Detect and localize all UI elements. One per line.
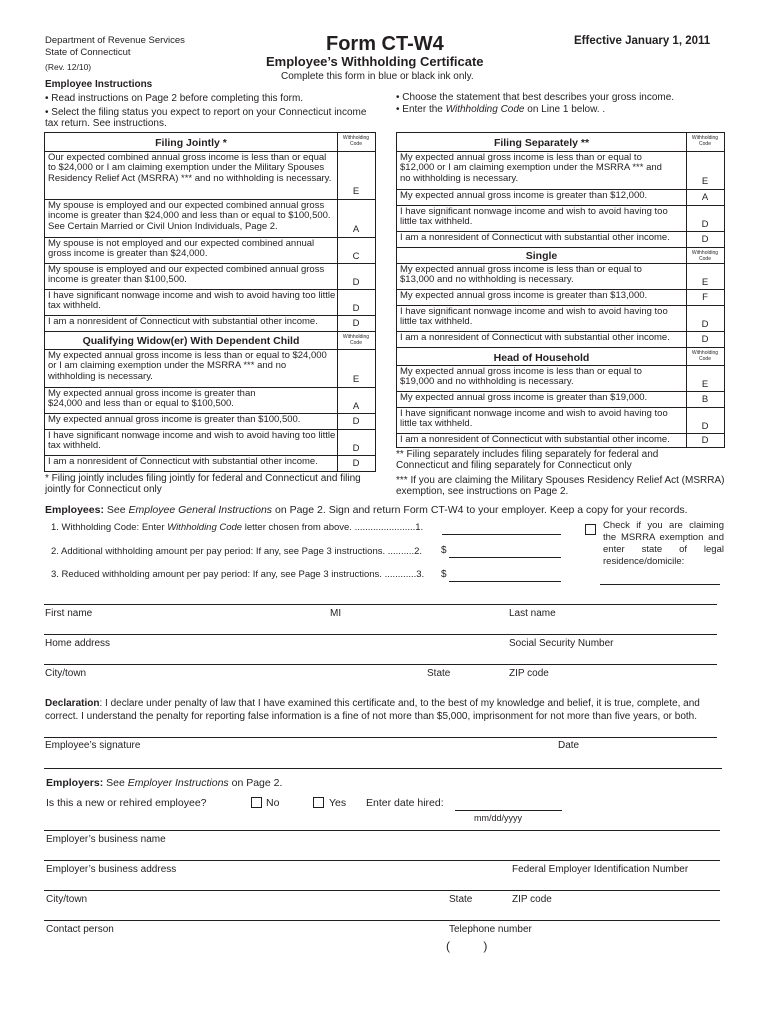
row-text: I am a nonresident of Connecticut with substantial other income.	[48, 316, 318, 327]
effective-date: Effective January 1, 2011	[574, 35, 711, 47]
city-line[interactable]	[44, 664, 717, 665]
business-address-line[interactable]	[44, 860, 720, 861]
form-title: Form CT-W4	[326, 33, 444, 55]
row-code: D	[701, 319, 709, 330]
withholding-code-input[interactable]	[442, 534, 561, 535]
state-name: State of Connecticut	[45, 47, 131, 58]
row-code: D	[352, 277, 360, 288]
table-row	[397, 263, 724, 290]
table-row	[45, 263, 375, 290]
row-text: I have significant nonwage income and wish to avoid having too little tax withheld.	[48, 290, 336, 312]
row-code: C	[352, 251, 360, 262]
signature-label: Employee’s signature	[45, 740, 141, 751]
widower-title: Qualifying Widow(er) With Dependent Child	[82, 335, 300, 347]
row-text: My expected annual gross income is less than or equal to $12,000 or I am claiming exemption under the MSRRA *** and no withholding is necessary.	[400, 152, 662, 184]
msrra-state-input[interactable]	[600, 584, 720, 585]
row-text: I am a nonresident of Connecticut with substantial other income.	[400, 232, 670, 243]
new-employee-question: Is this a new or rehired employee?	[46, 797, 207, 809]
table-row	[45, 289, 375, 316]
city-label: City/town	[45, 668, 87, 679]
additional-withholding-input[interactable]	[449, 557, 561, 558]
table-row	[397, 151, 724, 190]
date-format-hint: mm/dd/yyyy	[474, 813, 523, 823]
employer-state-label: State	[449, 894, 473, 905]
row-code: E	[352, 186, 360, 197]
row-code: E	[701, 277, 709, 288]
row-code: D	[701, 421, 709, 432]
row-text: My expected annual gross income is less than or equal to $24,000 or I am claiming exemption under the MSRRA *** and no withholding is necessary.	[48, 350, 327, 382]
msrra-check-label: Check if you are claiming the MSRRA exemption and enter state of legal residence/domicile:	[603, 520, 724, 567]
fein-label: Federal Employer Identification Number	[512, 864, 689, 875]
row-code: B	[701, 394, 709, 405]
row-code: F	[702, 292, 708, 303]
table-row	[45, 237, 375, 264]
row-code: A	[701, 192, 709, 203]
code-header: Withholding Code	[691, 250, 719, 262]
row-text: My expected annual gross income is greater than $12,000.	[400, 190, 648, 201]
footnote-jointly: * Filing jointly includes filing jointly for federal and Connecticut and filing jointly for Connecticut only	[45, 473, 361, 495]
row-text: I have significant nonwage income and wish to avoid having too little tax withheld.	[48, 430, 336, 452]
form-subtitle: Employee’s Withholding Certificate	[266, 54, 484, 69]
table-row	[45, 387, 375, 414]
table-row	[45, 413, 375, 430]
table-row	[397, 305, 724, 332]
row-text: I am a nonresident of Connecticut with substantial other income.	[48, 456, 318, 467]
table-row	[397, 331, 724, 348]
row-text: My expected annual gross income is greater than $19,000.	[400, 392, 648, 403]
row-code: D	[352, 303, 360, 314]
row-code: D	[701, 219, 709, 230]
employer-zip-label: ZIP code	[512, 894, 552, 905]
row-code: E	[352, 374, 360, 385]
declaration-text: Declaration: I declare under penalty of law that I have examined this certificate and, to the best of my knowledge and belief, it is true, complete, and correct. I understand the penalty for reporting false information is a fine of not more than $5,000, imprisonment for not more than five years, or both.	[45, 698, 700, 722]
mi-label: MI	[330, 608, 342, 619]
instruction-4: • Enter the Withholding Code on Line 1 below. .	[396, 104, 606, 115]
no-checkbox[interactable]	[251, 797, 262, 808]
code-header: Withholding Code	[342, 334, 370, 346]
row-code: D	[352, 416, 360, 427]
revision: (Rev. 12/10)	[45, 62, 92, 72]
line-1-label: 1. Withholding Code: Enter Withholding Code letter chosen from above. .......................1.	[51, 522, 424, 533]
row-text: My expected annual gross income is less than or equal to $19,000 and no withholding is necessary.	[400, 366, 642, 388]
section-divider	[44, 768, 722, 769]
instruction-2: • Select the filing status you expect to report on your Connecticut income tax return. See instructions.	[45, 107, 367, 129]
row-code: D	[701, 334, 709, 345]
name-line[interactable]	[44, 604, 717, 605]
business-address-label: Employer’s business address	[46, 864, 177, 875]
home-address-label: Home address	[45, 638, 111, 649]
table-row	[45, 429, 375, 456]
filing-separately-title: Filing Separately **	[493, 137, 590, 149]
employer-city-label: City/town	[46, 894, 88, 905]
dollar-sign: $	[441, 569, 447, 580]
row-text: My expected annual gross income is greater than $13,000.	[400, 290, 648, 301]
row-text: I have significant nonwage income and wish to avoid having too little tax withheld.	[400, 408, 668, 430]
code-header: Withholding Code	[342, 135, 370, 147]
contact-person-label: Contact person	[46, 924, 114, 935]
single-header-row	[397, 247, 724, 264]
row-text: My spouse is not employed and our expected combined annual gross income is greater than $24,000.	[48, 238, 315, 260]
ink-note: Complete this form in blue or black ink only.	[281, 71, 474, 82]
widower-header-row	[45, 331, 375, 348]
row-text: My spouse is employed and our expected combined annual gross income is greater than $100,500.	[48, 264, 325, 286]
yes-label: Yes	[329, 797, 347, 809]
employees-instructions: Employees: See Employee General Instructions on Page 2. Sign and return Form CT-W4 to your employer. Keep a copy for your records.	[45, 504, 688, 516]
row-code: D	[701, 435, 709, 446]
home-address-line[interactable]	[44, 634, 717, 635]
date-hired-input[interactable]	[455, 810, 562, 811]
instruction-3: • Choose the statement that best describes your gross income.	[396, 92, 675, 103]
state-label: State	[427, 668, 451, 679]
last-name-label: Last name	[509, 608, 556, 619]
row-code: E	[701, 379, 709, 390]
signature-line[interactable]	[44, 737, 717, 738]
first-name-label: First name	[45, 608, 93, 619]
instruction-1: • Read instructions on Page 2 before completing this form.	[45, 93, 304, 104]
row-text: I am a nonresident of Connecticut with substantial other income.	[400, 434, 670, 445]
row-code: E	[701, 176, 709, 187]
row-text: I have significant nonwage income and wish to avoid having too little tax withheld.	[400, 306, 668, 328]
table-row	[45, 199, 375, 238]
row-code: D	[352, 443, 360, 454]
row-text: I am a nonresident of Connecticut with substantial other income.	[400, 332, 670, 343]
employer-city-line[interactable]	[44, 890, 720, 891]
date-hired-label: Enter date hired:	[366, 797, 444, 809]
row-text: My expected annual gross income is greater than $24,000 and less than or equal to $100,500.	[48, 388, 256, 410]
row-code: A	[352, 401, 360, 412]
no-label: No	[266, 797, 280, 809]
zip-label: ZIP code	[509, 668, 549, 679]
business-name-line[interactable]	[44, 830, 720, 831]
telephone-area-code[interactable]: ( )	[446, 939, 488, 953]
row-code: D	[701, 234, 709, 245]
table-row	[45, 315, 375, 332]
footnote-msrra: *** If you are claiming the Military Spouses Residency Relief Act (MSRRA) exemption, see instructions on Page 2.	[396, 475, 725, 497]
head-household-header-row	[397, 347, 724, 366]
table-row	[45, 455, 375, 472]
row-text: Our expected combined annual gross income is less than or equal to $24,000 or I am claiming exemption under the Military Spouses Residency Relief Act (MSRRA) *** and no withholding is necessary.	[48, 152, 332, 184]
table-row	[397, 391, 724, 408]
table-row	[45, 151, 375, 200]
single-title: Single	[525, 250, 558, 262]
table-row	[397, 407, 724, 434]
row-text: My expected annual gross income is greater than $100,500.	[48, 414, 301, 425]
table-row	[397, 433, 724, 448]
ssn-label: Social Security Number	[509, 638, 614, 649]
filing-jointly-title: Filing Jointly *	[155, 137, 227, 149]
table-row	[397, 289, 724, 306]
footnote-separately: ** Filing separately includes filing separately for federal and Connecticut and filing separately for Connecticut only	[396, 449, 659, 471]
date-label: Date	[558, 740, 580, 751]
line-2-label: 2. Additional withholding amount per pay period: If any, see Page 3 instructions. ..........2.	[51, 546, 423, 557]
line-3-label: 3. Reduced withholding amount per pay period: If any, see Page 3 instructions. ............3.	[51, 569, 425, 580]
table-row	[45, 349, 375, 388]
employers-instructions: Employers: See Employer Instructions on Page 2.	[46, 777, 283, 789]
business-name-label: Employer’s business name	[46, 834, 166, 845]
dept-name: Department of Revenue Services	[45, 35, 185, 46]
instructions-heading: Employee Instructions	[45, 79, 153, 90]
table-row	[397, 365, 724, 392]
telephone-label: Telephone number	[449, 924, 532, 935]
code-header: Withholding Code	[691, 350, 719, 362]
filing-jointly-table	[44, 132, 376, 472]
code-header: Withholding Code	[691, 135, 719, 147]
row-text: My expected annual gross income is less than or equal to $13,000 and no withholding is necessary.	[400, 264, 642, 286]
contact-line[interactable]	[44, 920, 720, 921]
head-household-title: Head of Household	[493, 352, 590, 364]
table-row	[397, 231, 724, 248]
table-row	[397, 189, 724, 206]
row-text: My spouse is employed and our expected combined annual gross income is greater than $24,000 and less than or equal to $100,500. See Certain Married or Civil Union Individuals, Page 2.	[48, 200, 331, 232]
msrra-checkbox[interactable]	[585, 524, 596, 535]
row-text: I have significant nonwage income and wish to avoid having too little tax withheld.	[400, 206, 668, 228]
reduced-withholding-input[interactable]	[449, 581, 561, 582]
row-code: D	[352, 318, 360, 329]
filing-separately-table	[396, 132, 725, 448]
table-row	[397, 205, 724, 232]
dollar-sign: $	[441, 545, 447, 556]
yes-checkbox[interactable]	[313, 797, 324, 808]
row-code: D	[352, 458, 360, 469]
row-code: A	[352, 224, 360, 235]
